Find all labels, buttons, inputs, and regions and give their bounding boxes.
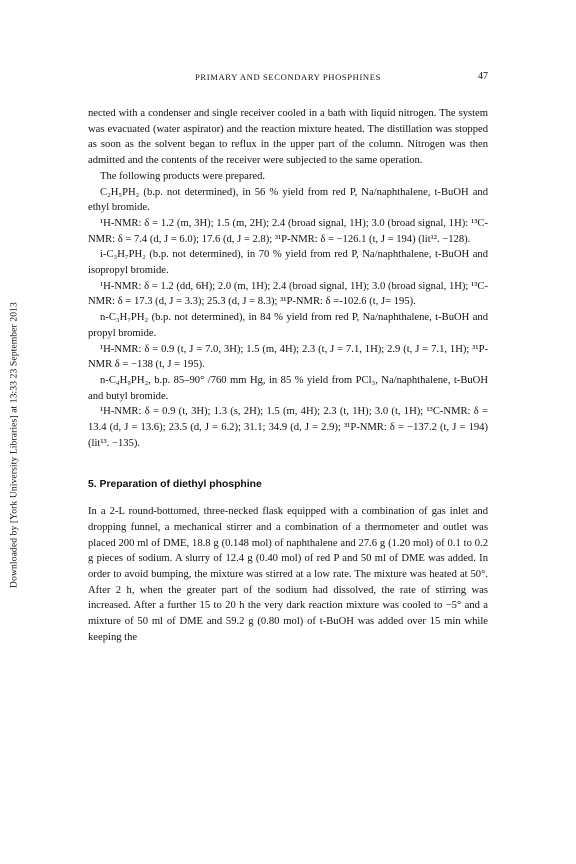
nmr-butylphosphine: ¹H-NMR: δ = 0.9 (t, 3H); 1.3 (s, 2H); 1.5 (m, 4H); 2.3 (t, 1H); 3.0 (t, 1H); ¹³C-NMR: δ = 13.4 (d, J = 13.6); 23.5 (d, J = 6.2); 31.1; 34.9 (d, J = 2.9); ³¹P-NMR: δ = −137.2 (t, J = 194) (lit¹³. −135).	[88, 406, 488, 449]
page-number: 47	[478, 71, 488, 82]
compound-ethylphosphine	[88, 185, 488, 216]
nmr-propylphosphine: ¹H-NMR: δ = 0.9 (t, J = 7.0, 3H); 1.5 (m, 4H); 2.3 (t, J = 7.1, 1H); 2.9 (t, J = 7.1, 1H); ³¹P-NMR δ = −138 (t, J = 195).	[88, 343, 488, 371]
paragraph-distillation: nected with a condenser and single receiver cooled in a bath with liquid nitrogen. The system was evacuated (water aspirator) and the reaction mixture heated. The distillation was stopped as soon as the solvent began to reflux in the upper part of the column. Nitrogen was then admitted and the contents of the receiver were subjected to the same operation.	[88, 108, 488, 167]
compound-propylphosphine	[88, 310, 488, 341]
section-heading: 5. Preparation of diethyl phosphine	[88, 479, 262, 491]
compound-name: n-C₄H₉PH₂	[100, 374, 149, 386]
page-header	[88, 72, 488, 86]
compound-butylphosphine	[88, 373, 488, 404]
paragraph-diethylphosphine-procedure: In a 2-L round-bottomed, three-necked flask equipped with a combination of gas inlet and dropping funnel, a mechanical stirrer and a combination of a thermometer and outlet was placed 200 ml of DME, 18.8 g (0.148 mol) of naphthalene and 27.6 g (1.20 mol) of 0.1 to 0.2 g pieces of sodium. A slurry of 12.4 g (0.40 mol) of red P and 50 ml of DME was added. In order to avoid bumping, the mixture was stirred at a low rate. The mixture was heated at 50°. After 2 h, when the greater part of the sodium had dissolved, the rate of stirring was increased. After a further 15 to 20 h the very dark reaction mixture was cooled to −5° and a mixture of 50 ml of DME and 59.2 g (0.80 mol) of t-BuOH was added over 15 min while keeping the	[88, 506, 488, 643]
compound-name: n-C₃H₇PH₂	[100, 312, 149, 324]
download-note: Downloaded by [York University Libraries] at 13:33 23 September 2013	[8, 302, 20, 588]
compound-description: (b.p. not determined), in 70 % yield from red P, Na/naphthalene, t-BuOH and isopropyl bromide.	[88, 249, 488, 277]
compound-isopropylphosphine	[88, 247, 488, 278]
compound-description: , b.p. 85–90° /760 mm Hg, in 85 % yield from PCl₃, Na/naphthalene, t-BuOH and butyl bromide.	[88, 374, 488, 402]
compound-description: (b.p. not determined), in 84 % yield from red P, Na/naphthalene, t-BuOH and propyl bromide.	[88, 312, 488, 339]
compound-name: C₂H₅PH₂	[100, 186, 140, 198]
nmr-ethylphosphine: ¹H-NMR: δ = 1.2 (m, 3H); 1.5 (m, 2H); 2.4 (broad signal, 1H); 3.0 (broad signal, 1H): ¹³C-NMR: δ = 7.4 (d, J = 6.0); 17.6 (d, J = 2.8); ³¹P-NMR: δ = −126.1 (t, J = 194) (lit¹². −128).	[88, 217, 488, 245]
compound-name: i-C₃H₇PH₂	[100, 249, 146, 261]
download-watermark	[0, 0, 26, 864]
nmr-isopropylphosphine: ¹H-NMR: δ = 1.2 (dd, 6H); 2.0 (m, 1H); 2.4 (broad signal, 1H); 3.0 (broad signal, 1H); ¹³C-NMR: δ = 17.3 (d, J = 3.3); 25.3 (d, J = 8.3); ³¹P-NMR: δ =-102.6 (t, J= 195).	[88, 280, 488, 308]
page-body	[88, 106, 488, 646]
compound-description: (b.p. not determined), in 56 % yield from red P, Na/naphthalene, t-BuOH and ethyl bromide.	[88, 186, 488, 214]
paragraph-products-intro: The following products were prepared.	[100, 170, 266, 182]
running-head: PRIMARY AND SECONDARY PHOSPHINES	[195, 72, 381, 82]
